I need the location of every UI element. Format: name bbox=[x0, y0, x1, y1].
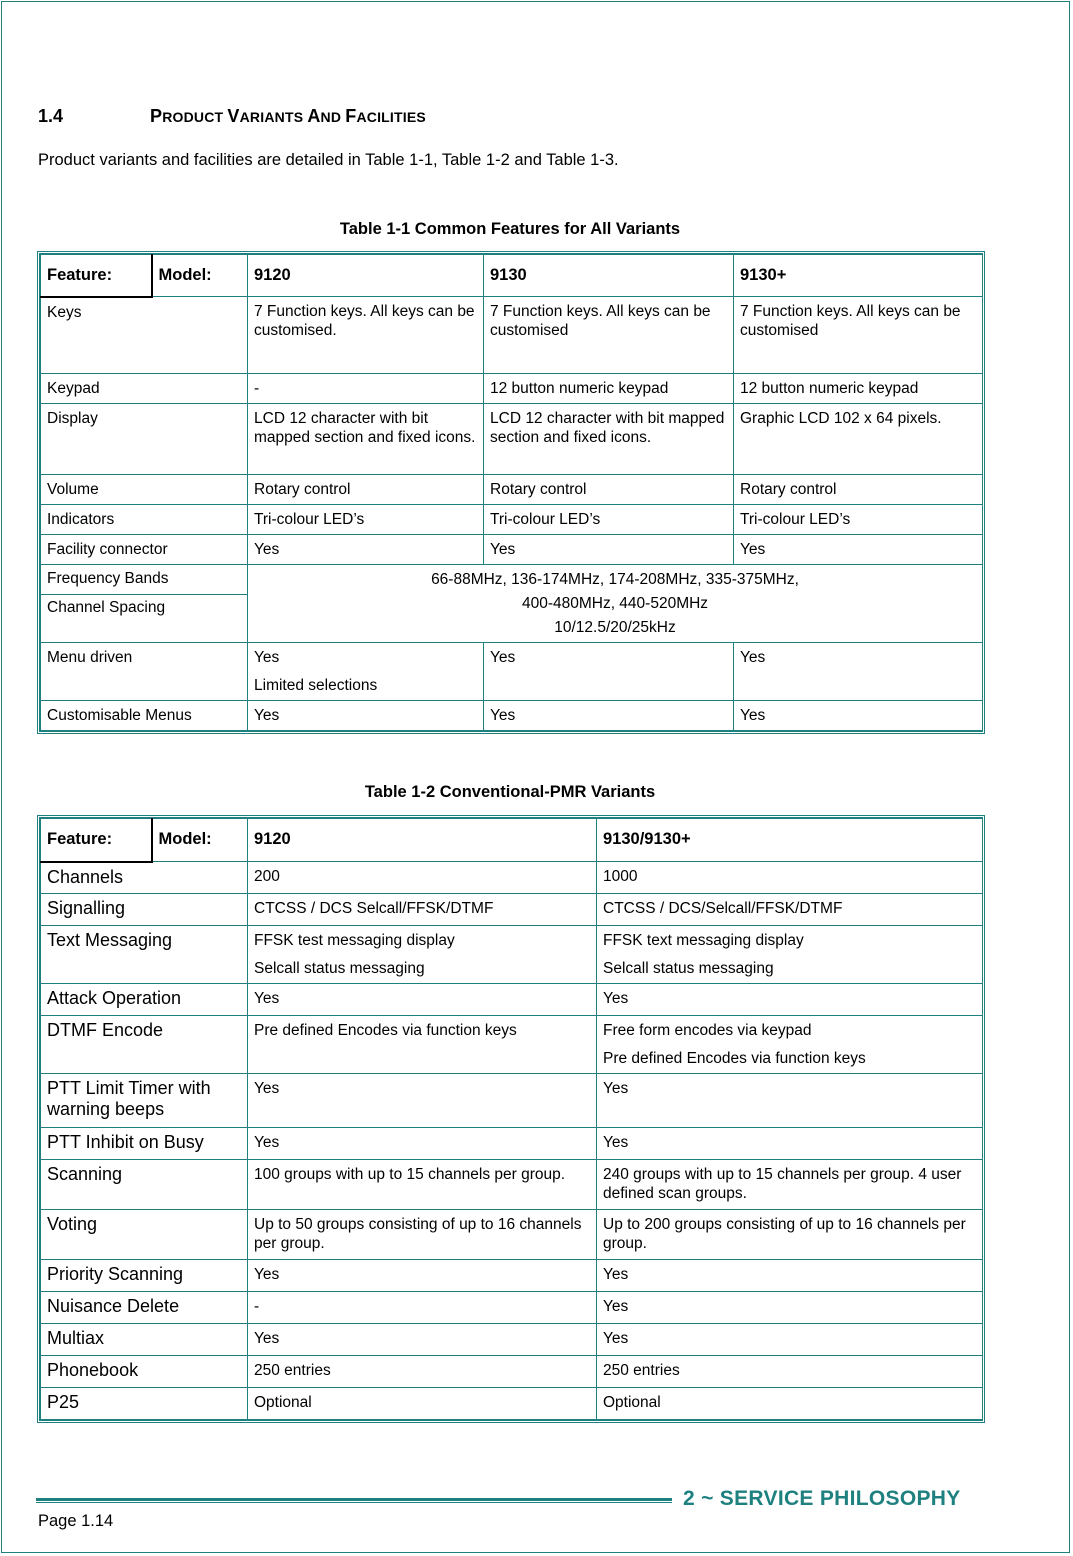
cell-9130-9130plus: Up to 200 groups consisting of up to 16 channels per group. bbox=[597, 1210, 983, 1260]
header-feature: Feature: bbox=[41, 819, 152, 862]
cell-9120: Optional bbox=[248, 1388, 597, 1420]
table-row bbox=[41, 1128, 983, 1160]
cell-9130-9130plus: Yes bbox=[597, 1128, 983, 1160]
header-model: Model: bbox=[152, 819, 248, 862]
cell-9120: 100 groups with up to 15 channels per group. bbox=[248, 1160, 597, 1210]
cell-9130-9130plus: Free form encodes via keypad Pre defined Encodes via function keys bbox=[597, 1016, 983, 1074]
cell-9120: - bbox=[248, 1292, 597, 1324]
row-label: Attack Operation bbox=[41, 984, 248, 1016]
table-row bbox=[41, 926, 983, 984]
table-header-row bbox=[41, 819, 983, 862]
table1-caption: Table 1-1 Common Features for All Variants bbox=[339, 220, 681, 238]
table2-conventional-pmr bbox=[37, 815, 985, 1423]
row-label: Nuisance Delete bbox=[41, 1292, 248, 1324]
table-row: Display LCD 12 character with bit mapped section and fixed icons. LCD 12 character with bit mapped section and fixed icons. Graphic LCD 102 x 64 pixels. bbox=[41, 404, 983, 475]
cell-9120: 250 entries bbox=[248, 1356, 597, 1388]
cell-9130-9130plus: Optional bbox=[597, 1388, 983, 1420]
table-row: Menu driven Yes Limited selections Yes Yes bbox=[41, 643, 983, 701]
cell-9120: Yes bbox=[248, 1128, 597, 1160]
cell-9130-9130plus: FFSK text messaging display Selcall status messaging bbox=[597, 926, 983, 984]
section-heading bbox=[38, 106, 426, 127]
row-label: Priority Scanning bbox=[41, 1260, 248, 1292]
row-label: Scanning bbox=[41, 1160, 248, 1210]
cell-9120: Up to 50 groups consisting of up to 16 channels per group. bbox=[248, 1210, 597, 1260]
row-label: Multiax bbox=[41, 1324, 248, 1356]
table-row: Customisable Menus Yes Yes Yes bbox=[41, 701, 983, 731]
cell-9120: Yes bbox=[248, 1324, 597, 1356]
table-row: Facility connector Yes Yes Yes bbox=[41, 535, 983, 565]
table-header-row bbox=[41, 255, 983, 297]
header-9130plus: 9130+ bbox=[734, 255, 983, 297]
row-label: DTMF Encode bbox=[41, 1016, 248, 1074]
cell-9130-9130plus: 250 entries bbox=[597, 1356, 983, 1388]
table-row: Keypad - 12 button numeric keypad 12 button numeric keypad bbox=[41, 374, 983, 404]
cell-9130-9130plus: Yes bbox=[597, 1260, 983, 1292]
row-label: P25 bbox=[41, 1388, 248, 1420]
cell-9130-9130plus: 1000 bbox=[597, 862, 983, 894]
row-label: Phonebook bbox=[41, 1356, 248, 1388]
page-number: Page 1.14 bbox=[38, 1512, 114, 1530]
cell-9130-9130plus: Yes bbox=[597, 1292, 983, 1324]
cell-9120: Yes bbox=[248, 984, 597, 1016]
cell-9130-9130plus: 240 groups with up to 15 channels per group. 4 user defined scan groups. bbox=[597, 1160, 983, 1210]
row-label: Text Messaging bbox=[41, 926, 248, 984]
table-row bbox=[41, 1356, 983, 1388]
row-label: PTT Limit Timer with warning beeps bbox=[41, 1074, 248, 1128]
footer-rule bbox=[36, 1498, 672, 1503]
table-row bbox=[41, 1292, 983, 1324]
cell-9120: CTCSS / DCS Selcall/FFSK/DTMF bbox=[248, 894, 597, 926]
table-row bbox=[41, 1324, 983, 1356]
cell-9120: Yes bbox=[248, 1260, 597, 1292]
chapter-title: 2 ~ SERVICE PHILOSOPHY bbox=[683, 1487, 961, 1510]
cell-9130-9130plus: CTCSS / DCS/Selcall/FFSK/DTMF bbox=[597, 894, 983, 926]
cell-9120: Pre defined Encodes via function keys bbox=[248, 1016, 597, 1074]
cell-9130-9130plus: Yes bbox=[597, 984, 983, 1016]
table1-common-features bbox=[37, 251, 985, 734]
table-row bbox=[41, 894, 983, 926]
row-label: PTT Inhibit on Busy bbox=[41, 1128, 248, 1160]
header-9130-9130plus: 9130/9130+ bbox=[597, 819, 983, 862]
row-label: Signalling bbox=[41, 894, 248, 926]
cell-9120: FFSK test messaging display Selcall status messaging bbox=[248, 926, 597, 984]
table-row bbox=[41, 1016, 983, 1074]
row-label: Voting bbox=[41, 1210, 248, 1260]
frequency-spacing-cell: 66-88MHz, 136-174MHz, 174-208MHz, 335-375MHz, 400-480MHz, 440-520MHz 10/12.5/20/25kHz bbox=[248, 565, 983, 643]
table2-caption: Table 1-2 Conventional-PMR Variants bbox=[364, 783, 656, 801]
header-9120: 9120 bbox=[248, 819, 597, 862]
row-label: Channels bbox=[41, 862, 248, 894]
table-row: Volume Rotary control Rotary control Rotary control bbox=[41, 475, 983, 505]
section-number: 1.4 bbox=[38, 106, 64, 126]
table-row bbox=[41, 1074, 983, 1128]
cell-9120: Yes bbox=[248, 1074, 597, 1128]
table-row bbox=[41, 1260, 983, 1292]
cell-9130-9130plus: Yes bbox=[597, 1074, 983, 1128]
table-row: Channel Spacing bbox=[41, 595, 983, 643]
table-row bbox=[41, 862, 983, 894]
section-title: PRODUCT VARIANTS AND FACILITIES bbox=[150, 106, 426, 126]
table-row bbox=[41, 984, 983, 1016]
table-row bbox=[41, 1160, 983, 1210]
table-row: Indicators Tri-colour LED’s Tri-colour LED’s Tri-colour LED’s bbox=[41, 505, 983, 535]
cell-9130-9130plus: Yes bbox=[597, 1324, 983, 1356]
intro-paragraph: Product variants and facilities are detailed in Table 1-1, Table 1-2 and Table 1-3. bbox=[38, 151, 619, 169]
table-row: Keys 7 Function keys. All keys can be customised. 7 Function keys. All keys can be customised 7 Function keys. All keys can be customised bbox=[41, 297, 983, 374]
table-row bbox=[41, 1210, 983, 1260]
header-9120: 9120 bbox=[248, 255, 484, 297]
cell-9120: 200 bbox=[248, 862, 597, 894]
header-model: Model: bbox=[152, 255, 248, 297]
header-9130: 9130 bbox=[484, 255, 734, 297]
table-row bbox=[41, 1388, 983, 1420]
header-feature: Feature: bbox=[41, 255, 152, 297]
table-row: Frequency Bands 66-88MHz, 136-174MHz, 174-208MHz, 335-375MHz, 400-480MHz, 440-520MHz 10/12.5/20/25kHz bbox=[41, 565, 983, 595]
